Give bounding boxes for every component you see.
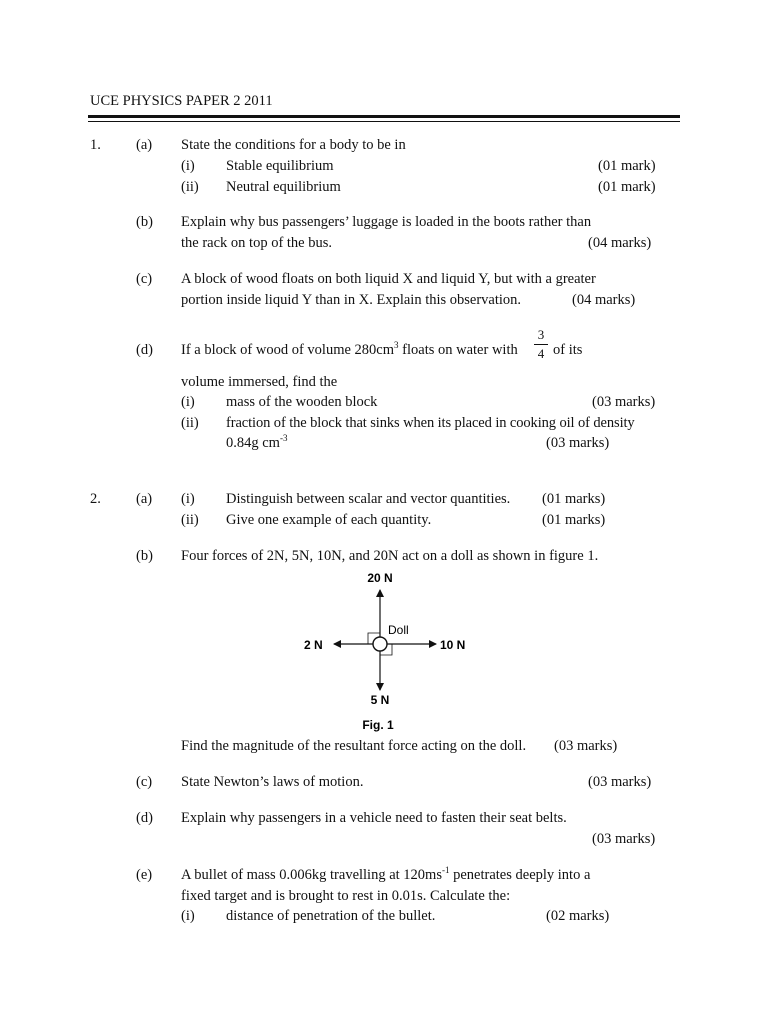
header-rule-thin xyxy=(88,121,680,122)
q2c-label: (c) xyxy=(136,774,153,790)
q1d-fraction xyxy=(534,327,548,362)
q1b-line1: Explain why bus passengers’ luggage is loaded in the boots rather than xyxy=(181,214,592,230)
q2e-i-label: (i) xyxy=(181,908,195,924)
q1d-ii-line2-sup: -3 xyxy=(279,433,288,443)
q2a-ii-label: (ii) xyxy=(181,512,199,528)
q1d-text-sup: 3 xyxy=(394,340,399,350)
q2c-marks: (03 marks) xyxy=(588,774,652,790)
q1d-text-pre: If a block of wood of volume 280cm xyxy=(181,342,395,358)
q2a-label: (a) xyxy=(136,491,153,507)
q1a-i-marks: (01 mark) xyxy=(598,158,656,174)
q1b-label: (b) xyxy=(136,214,153,230)
q2e-line1-post: penetrates deeply into a xyxy=(449,867,591,883)
q1d-ii-line2-pre: 0.84g cm xyxy=(226,435,280,451)
doll-circle xyxy=(373,637,387,651)
q1a-text: State the conditions for a body to be in xyxy=(181,137,406,153)
q1a-i-text: Stable equilibrium xyxy=(226,158,334,174)
force-label-20n: 20 N xyxy=(367,571,393,585)
q1a-label: (a) xyxy=(136,137,153,153)
q2a-i-marks: (01 marks) xyxy=(542,491,606,507)
q2e-i-marks: (02 marks) xyxy=(546,908,610,924)
q2b-marks: (03 marks) xyxy=(554,738,618,754)
q2b-text: Four forces of 2N, 5N, 10N, and 20N act on a doll as shown in figure 1. xyxy=(181,548,599,564)
force-label-10n: 10 N xyxy=(440,638,466,652)
q1d-fraction-numerator: 3 xyxy=(537,327,545,342)
q1b-marks: (04 marks) xyxy=(588,235,652,251)
q1d-ii-line2 xyxy=(226,434,287,452)
q1d-fraction-denominator: 4 xyxy=(537,346,545,361)
q2e-label: (e) xyxy=(136,867,153,883)
q1c-marks: (04 marks) xyxy=(572,292,636,308)
q2-number: 2. xyxy=(90,491,101,507)
q1c-line2: portion inside liquid Y than in X. Explain this observation. xyxy=(181,292,522,308)
q2e-line2: fixed target and is brought to rest in 0.01s. Calculate the: xyxy=(181,888,511,904)
q1-number: 1. xyxy=(90,137,101,153)
q1d-ii-marks: (03 marks) xyxy=(546,435,610,451)
q2a-i-text: Distinguish between scalar and vector quantities. xyxy=(226,491,511,507)
q1d-text-post: of its xyxy=(553,342,583,358)
q1d-i-label: (i) xyxy=(181,394,195,410)
q1a-i-label: (i) xyxy=(181,158,195,174)
force-label-2n: 2 N xyxy=(304,638,323,652)
q2b-label: (b) xyxy=(136,548,153,564)
q1d-i-marks: (03 marks) xyxy=(592,394,656,410)
header-rule-thick xyxy=(88,115,680,118)
q1b-line2: the rack on top of the bus. xyxy=(181,235,333,251)
page-title: UCE PHYSICS PAPER 2 2011 xyxy=(90,93,273,109)
q1d-text-mid: floats on water with xyxy=(398,342,518,358)
force-label-5n: 5 N xyxy=(370,693,390,707)
force-diagram xyxy=(300,566,480,736)
q2d-label: (d) xyxy=(136,810,153,826)
q2e-line1-sup: -1 xyxy=(441,865,450,875)
q1d-fraction-bar xyxy=(534,344,548,345)
q2d-text: Explain why passengers in a vehicle need to fasten their seat belts. xyxy=(181,810,567,826)
q2a-ii-marks: (01 marks) xyxy=(542,512,606,528)
q2e-line1 xyxy=(181,866,590,884)
q1d-ii-label: (ii) xyxy=(181,415,199,431)
figure-caption: Fig. 1 xyxy=(362,718,394,732)
q1c-label: (c) xyxy=(136,271,153,287)
doll-label: Doll xyxy=(388,623,409,637)
q1d-ii-text: fraction of the block that sinks when its placed in cooking oil of density xyxy=(226,415,635,431)
q1d-i-text: mass of the wooden block xyxy=(226,394,378,410)
q2e-i-text: distance of penetration of the bullet. xyxy=(226,908,436,924)
q2b-question: Find the magnitude of the resultant force acting on the doll. xyxy=(181,738,527,754)
q2a-ii-text: Give one example of each quantity. xyxy=(226,512,432,528)
q2a-i-label: (i) xyxy=(181,491,195,507)
q1a-ii-label: (ii) xyxy=(181,179,199,195)
q2e-line1-pre: A bullet of mass 0.006kg travelling at 120ms xyxy=(181,867,442,883)
q1c-line1: A block of wood floats on both liquid X and liquid Y, but with a greater xyxy=(181,271,596,287)
q2c-text: State Newton’s laws of motion. xyxy=(181,774,364,790)
q1a-ii-marks: (01 mark) xyxy=(598,179,656,195)
q1d-line2: volume immersed, find the xyxy=(181,374,338,390)
q1d-label: (d) xyxy=(136,342,153,358)
q1d-text xyxy=(181,341,518,359)
q1a-ii-text: Neutral equilibrium xyxy=(226,179,341,195)
q2d-marks: (03 marks) xyxy=(592,831,656,847)
